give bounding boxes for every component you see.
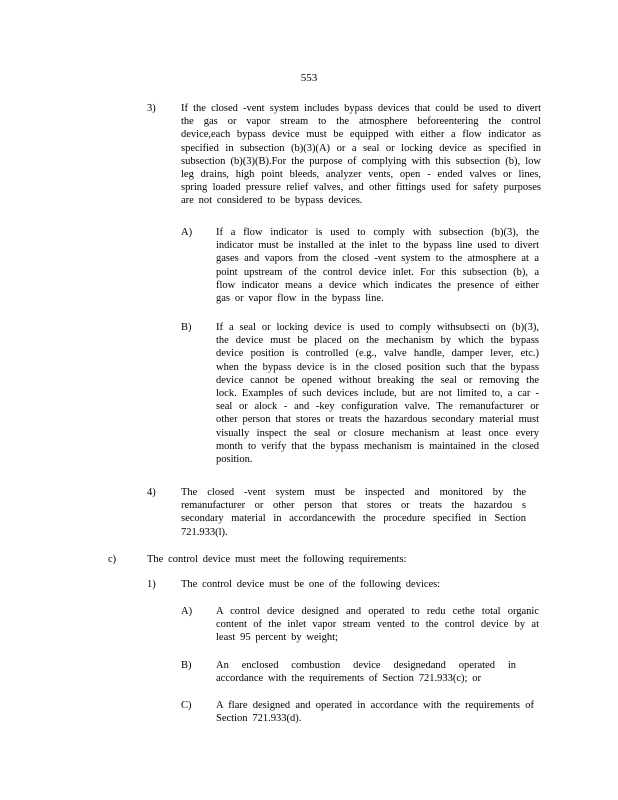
paragraph-c1b: An enclosed combustion device designedand operated in accordance with the requirements of Section 721.933(c); or <box>216 660 516 685</box>
item-label-c1b: B) <box>181 660 192 671</box>
item-label-c1c: C) <box>181 700 192 711</box>
item-label-c1a: A) <box>181 606 193 617</box>
item-label-c1: 1) <box>147 579 156 590</box>
item-label-3a: A) <box>181 227 193 238</box>
item-label-c: c) <box>108 554 117 565</box>
page-number: 553 <box>300 72 318 84</box>
paragraph-3b: If a seal or locking device is used to comply withsubsecti on (b)(3), the device must be placed on the mechanism by which the bypass device position is controlled (e.g., valve handle, damper lever, etc.) when the bypass device is in the closed position such that the bypass device cannot be opened without breaking the seal or removing the lock. Examples of such devices include, but are not limited to, a car -seal or alock - and -key configuration valve. The remanufacturer or other person that stores or treats the hazardous secondary material must visually inspect the seal or closure mechanism at least once every month to verify that the bypass mechanism is maintained in the closed position. <box>216 322 539 466</box>
paragraph-3a: If a flow indicator is used to comply with subsection (b)(3), the indicator must be installed at the inlet to the bypass line used to divert gases and vapors from the closed -vent system to the atmosphere at a point upstream of the control device inlet. For this subsection (b), a flow indicator means a device which indicates the presence of either gas or vapor flow in the bypass line. <box>216 227 539 305</box>
paragraph-c1a: A control device designed and operated to redu cethe total organic content of the inlet vapor stream vented to the control device by at least 95 percent by weight; <box>216 606 539 644</box>
paragraph-3: If the closed -vent system includes bypass devices that could be used to divert the gas or vapor stream to the atmosphere beforeentering the control device,each bypass device must be equipped with either a flow indicator as specified in subsection (b)(3)(A) or a seal or locking device as specified in subsection (b)(3)(B).For the purpose of complying with this subsection (b), low leg drains, high point bleeds, analyzer vents, open - ended valves or lines, spring loaded pressure relief valves, and other fittings used for safety purposes are not considered to be bypass devices. <box>181 103 541 207</box>
paragraph-c1: The control device must be one of the following devices: <box>181 579 441 590</box>
item-label-3b: B) <box>181 322 192 333</box>
paragraph-4: The closed -vent system must be inspected and monitored by the remanufacturer or other person that stores or treats the hazardou s secondary material in accordancewith the procedure specified in Section 721.933(l). <box>181 487 526 538</box>
paragraph-c: The control device must meet the following requirements: <box>147 554 407 565</box>
paragraph-c1c: A flare designed and operated in accordance with the requirements of Section 721.933(d). <box>216 700 534 725</box>
item-label-4: 4) <box>147 487 156 498</box>
item-label-3: 3) <box>147 103 156 114</box>
